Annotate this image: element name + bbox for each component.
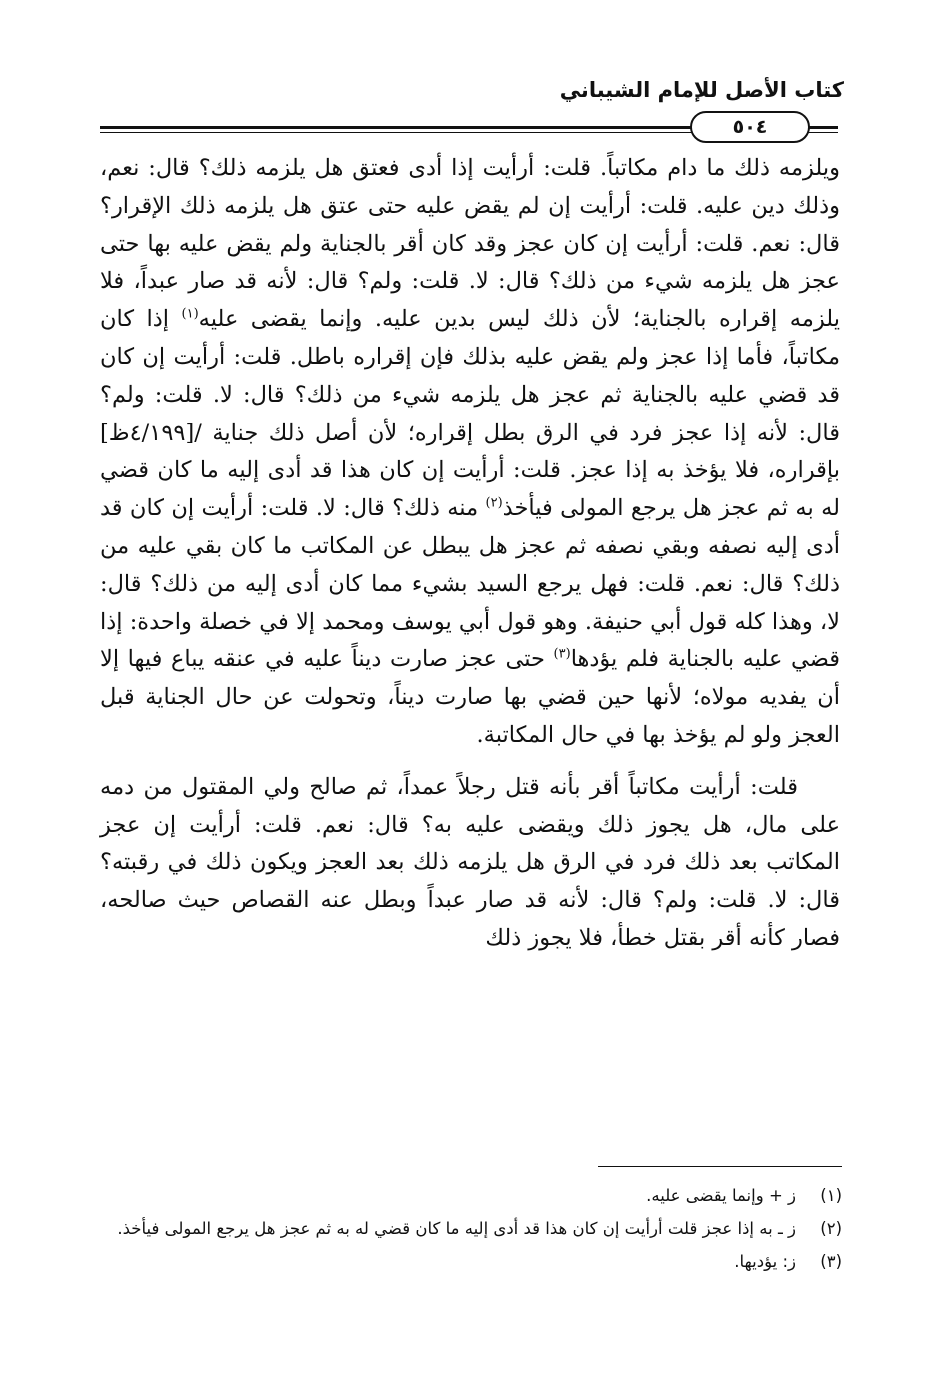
footnote-text: ز ـ به إذا عجز قلت أرأيت إن كان هذا قد أدى إليه ما كان قضي له به ثم عجز هل يرجع المولى فيأخذ. <box>117 1219 796 1238</box>
text-run: ويلزمه ذلك ما دام مكاتباً. قلت: أرأيت إذا أدى فعتق هل يلزمه ذلك؟ قال: نعم، وذلك دين عليه. قلت: أرأيت إن لم يقض عليه حتى عتق هل يلزمه ذلك الإقرار؟ قال: نعم. قلت: أرأيت إن كان عجز وقد كان أقر بالجناية ولم يقض عليه بها حتى عجز هل يلزمه شيء من ذلك؟ قال: لا. قلت: ولم؟ قال: لأنه قد صار عبداً، فلا يلزمه إقراره بالجناية؛ لأن ذلك ليس بدين عليه. وإنما يقضى عليه <box>100 155 840 333</box>
footnote-text: ز: يؤديها. <box>734 1252 796 1271</box>
footnote <box>100 1180 842 1211</box>
paragraph: قلت: أرأيت مكاتباً أقر بأنه قتل رجلاً عمداً، ثم صالح ولي المقتول من دمه على مال، هل يجوز ذلك ويقضى عليه به؟ قال: نعم. قلت: أرأيت إن عجز المكاتب بعد ذلك فرد في الرق هل يلزمه ذلك بعد العجز ويكون ذلك في رقبته؟ قال: لا. قلت: ولم؟ قال: لأنه قد صار عبداً وبطل عنه القصاص حيث صالحه، فصار كأنه أقر بقتل خطأ، فلا يجوز ذلك <box>100 773 840 951</box>
footnotes <box>100 1180 842 1279</box>
footnote-ref: (٣) <box>553 646 571 662</box>
footnote-number: (٢) <box>820 1219 842 1238</box>
text-run: منه ذلك؟ قال: لا. قلت: أرأيت إن كان قد أدى إليه نصفه وبقي نصفه ثم عجز هل يبطل عن المكاتب ما كان بقي عليه من ذلك؟ قال: نعم. قلت: فهل يرجع السيد بشيء مما كان أدى إليه من ذلك؟ قال: لا، وهذا كله قول أبي حنيفة. وهو قول أبي يوسف ومحمد إلا في خصلة واحدة: إذا قضي عليه بالجناية فلم يؤدها <box>100 495 840 673</box>
running-header-title: كتاب الأصل للإمام الشيباني <box>559 78 844 102</box>
paragraph <box>100 150 840 755</box>
footnote-text: ز + وإنما يقضى عليه. <box>646 1186 796 1205</box>
page-number: ٥٠٤ <box>690 111 810 143</box>
footnote <box>100 1213 842 1244</box>
footnote-number: (١) <box>820 1186 842 1205</box>
footnote-separator <box>598 1166 842 1167</box>
text-run: إذا كان مكاتباً، فأما إذا عجز ولم يقض عليه بذلك فإن إقراره باطل. قلت: أرأيت إن كان قد قضي عليه بالجناية ثم عجز هل يلزمه شيء من ذلك؟ قال: لا. قلت: ولم؟ قال: لأنه إذا عجز فرد في الرق بطل إقراره؛ لأن أصل ذلك جناية /[٤/١٩٩ظ] بإقراره، فلا يؤخذ به إذا عجز. قلت: أرأيت إن كان هذا قد أدى إليه ما كان قضي له به ثم عجز هل يرجع المولى فيأخذ <box>100 306 840 522</box>
footnote <box>100 1246 842 1277</box>
main-text <box>100 150 840 958</box>
footnote-ref: (٢) <box>485 495 503 511</box>
footnote-number: (٣) <box>820 1252 842 1271</box>
footnote-ref: (١) <box>181 306 199 322</box>
text-run: حتى عجز صارت ديناً عليه في عنقه يباع فيها إلا أن يفديه مولاه؛ لأنها حين قضي بها صارت ديناً، وتحولت عن حال الجناية قبل العجز ولو لم يؤخذ بها في حال المكاتبة. <box>100 646 840 748</box>
